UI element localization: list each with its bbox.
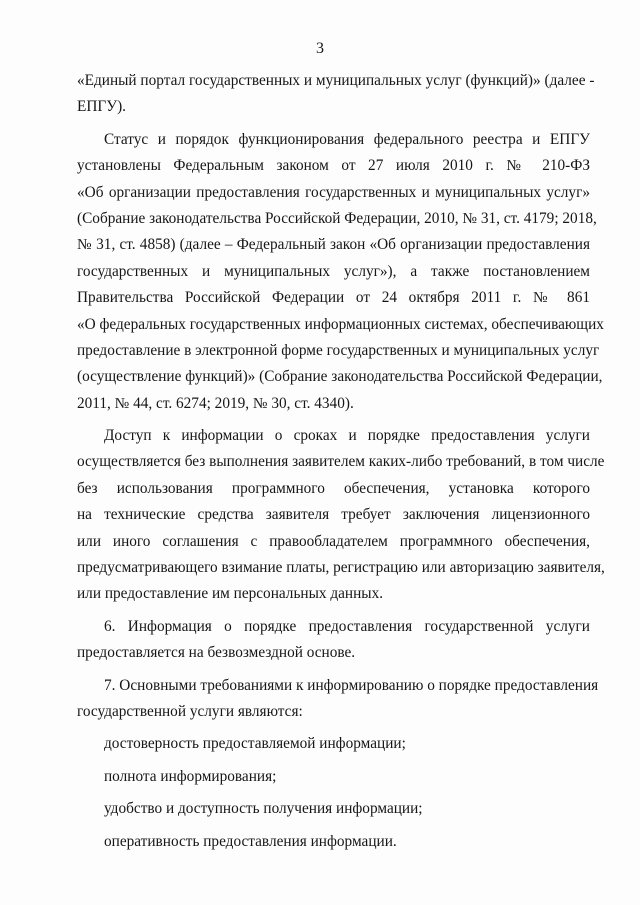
text-line: установлены Федеральным законом от 27 июля 2010 г. № 210-ФЗ	[77, 157, 590, 175]
text-line: «Единый портал государственных и муниципальных услуг (функций)» (далее -	[77, 72, 595, 89]
paragraph-access-to-information	[77, 423, 605, 608]
page-number: 3	[316, 40, 324, 57]
paragraph-item-6	[77, 614, 590, 667]
text-line: предоставление в электронной форме государственных и муниципальных услуг	[77, 341, 600, 359]
text-line: предусматривающего взимание платы, регистрацию или авторизацию заявителя,	[77, 559, 605, 577]
text-line: предоставляется на безвозмездной основе.	[77, 644, 356, 662]
text-line: (осуществление функций)» (Собрание законодательства Российской Федерации,	[77, 368, 603, 386]
requirements-list	[77, 731, 590, 855]
text-line: 6. Информация о порядке предоставления государственной услуги	[104, 617, 590, 635]
text-line: № 31, ст. 4858) (далее – Федеральный закон «Об организации предоставления	[77, 236, 590, 254]
text-line: «О федеральных государственных информационных системах, обеспечивающих	[77, 315, 604, 333]
list-item: удобство и доступность получения информации;	[104, 800, 423, 818]
paragraph-status-and-order	[77, 127, 604, 417]
paragraph-epgu-definition	[77, 68, 595, 121]
text-line: ЕПГУ).	[77, 98, 126, 116]
text-line: государственных и муниципальных услуг»), а также постановлением	[77, 262, 590, 280]
text-line: или предоставление им персональных данных.	[77, 585, 384, 603]
text-line: «Об организации предоставления государственных и муниципальных услуг»	[77, 183, 590, 201]
text-line: осуществляется без выполнения заявителем каких-либо требований, в том числе	[77, 453, 605, 471]
text-line: (Собрание законодательства Российской Федерации, 2010, № 31, ст. 4179; 2018,	[77, 209, 597, 227]
paragraph-item-7	[77, 673, 599, 726]
text-line: Статус и порядок функционирования федерального реестра и ЕПГУ	[104, 130, 590, 148]
text-line: на технические средства заявителя требует заключения лицензионного	[77, 506, 590, 524]
text-line: государственной услуги являются:	[77, 702, 303, 720]
text-line: Доступ к информации о сроках и порядке предоставления услуги	[104, 427, 590, 445]
text-line: 7. Основными требованиями к информированию о порядке предоставления	[104, 676, 599, 694]
list-item: достоверность предоставляемой информации;	[104, 735, 406, 753]
list-item: оперативность предоставления информации.	[104, 832, 397, 850]
text-line: или иного соглашения с правообладателем программного обеспечения,	[77, 532, 590, 550]
list-item: полнота информирования;	[104, 767, 277, 785]
document-body	[77, 68, 605, 855]
text-line: Правительства Российской Федерации от 24 октября 2011 г. № 861	[77, 289, 590, 307]
text-line: без использования программного обеспечения, установка которого	[77, 479, 590, 497]
text-line: 2011, № 44, ст. 6274; 2019, № 30, ст. 4340).	[77, 394, 354, 412]
